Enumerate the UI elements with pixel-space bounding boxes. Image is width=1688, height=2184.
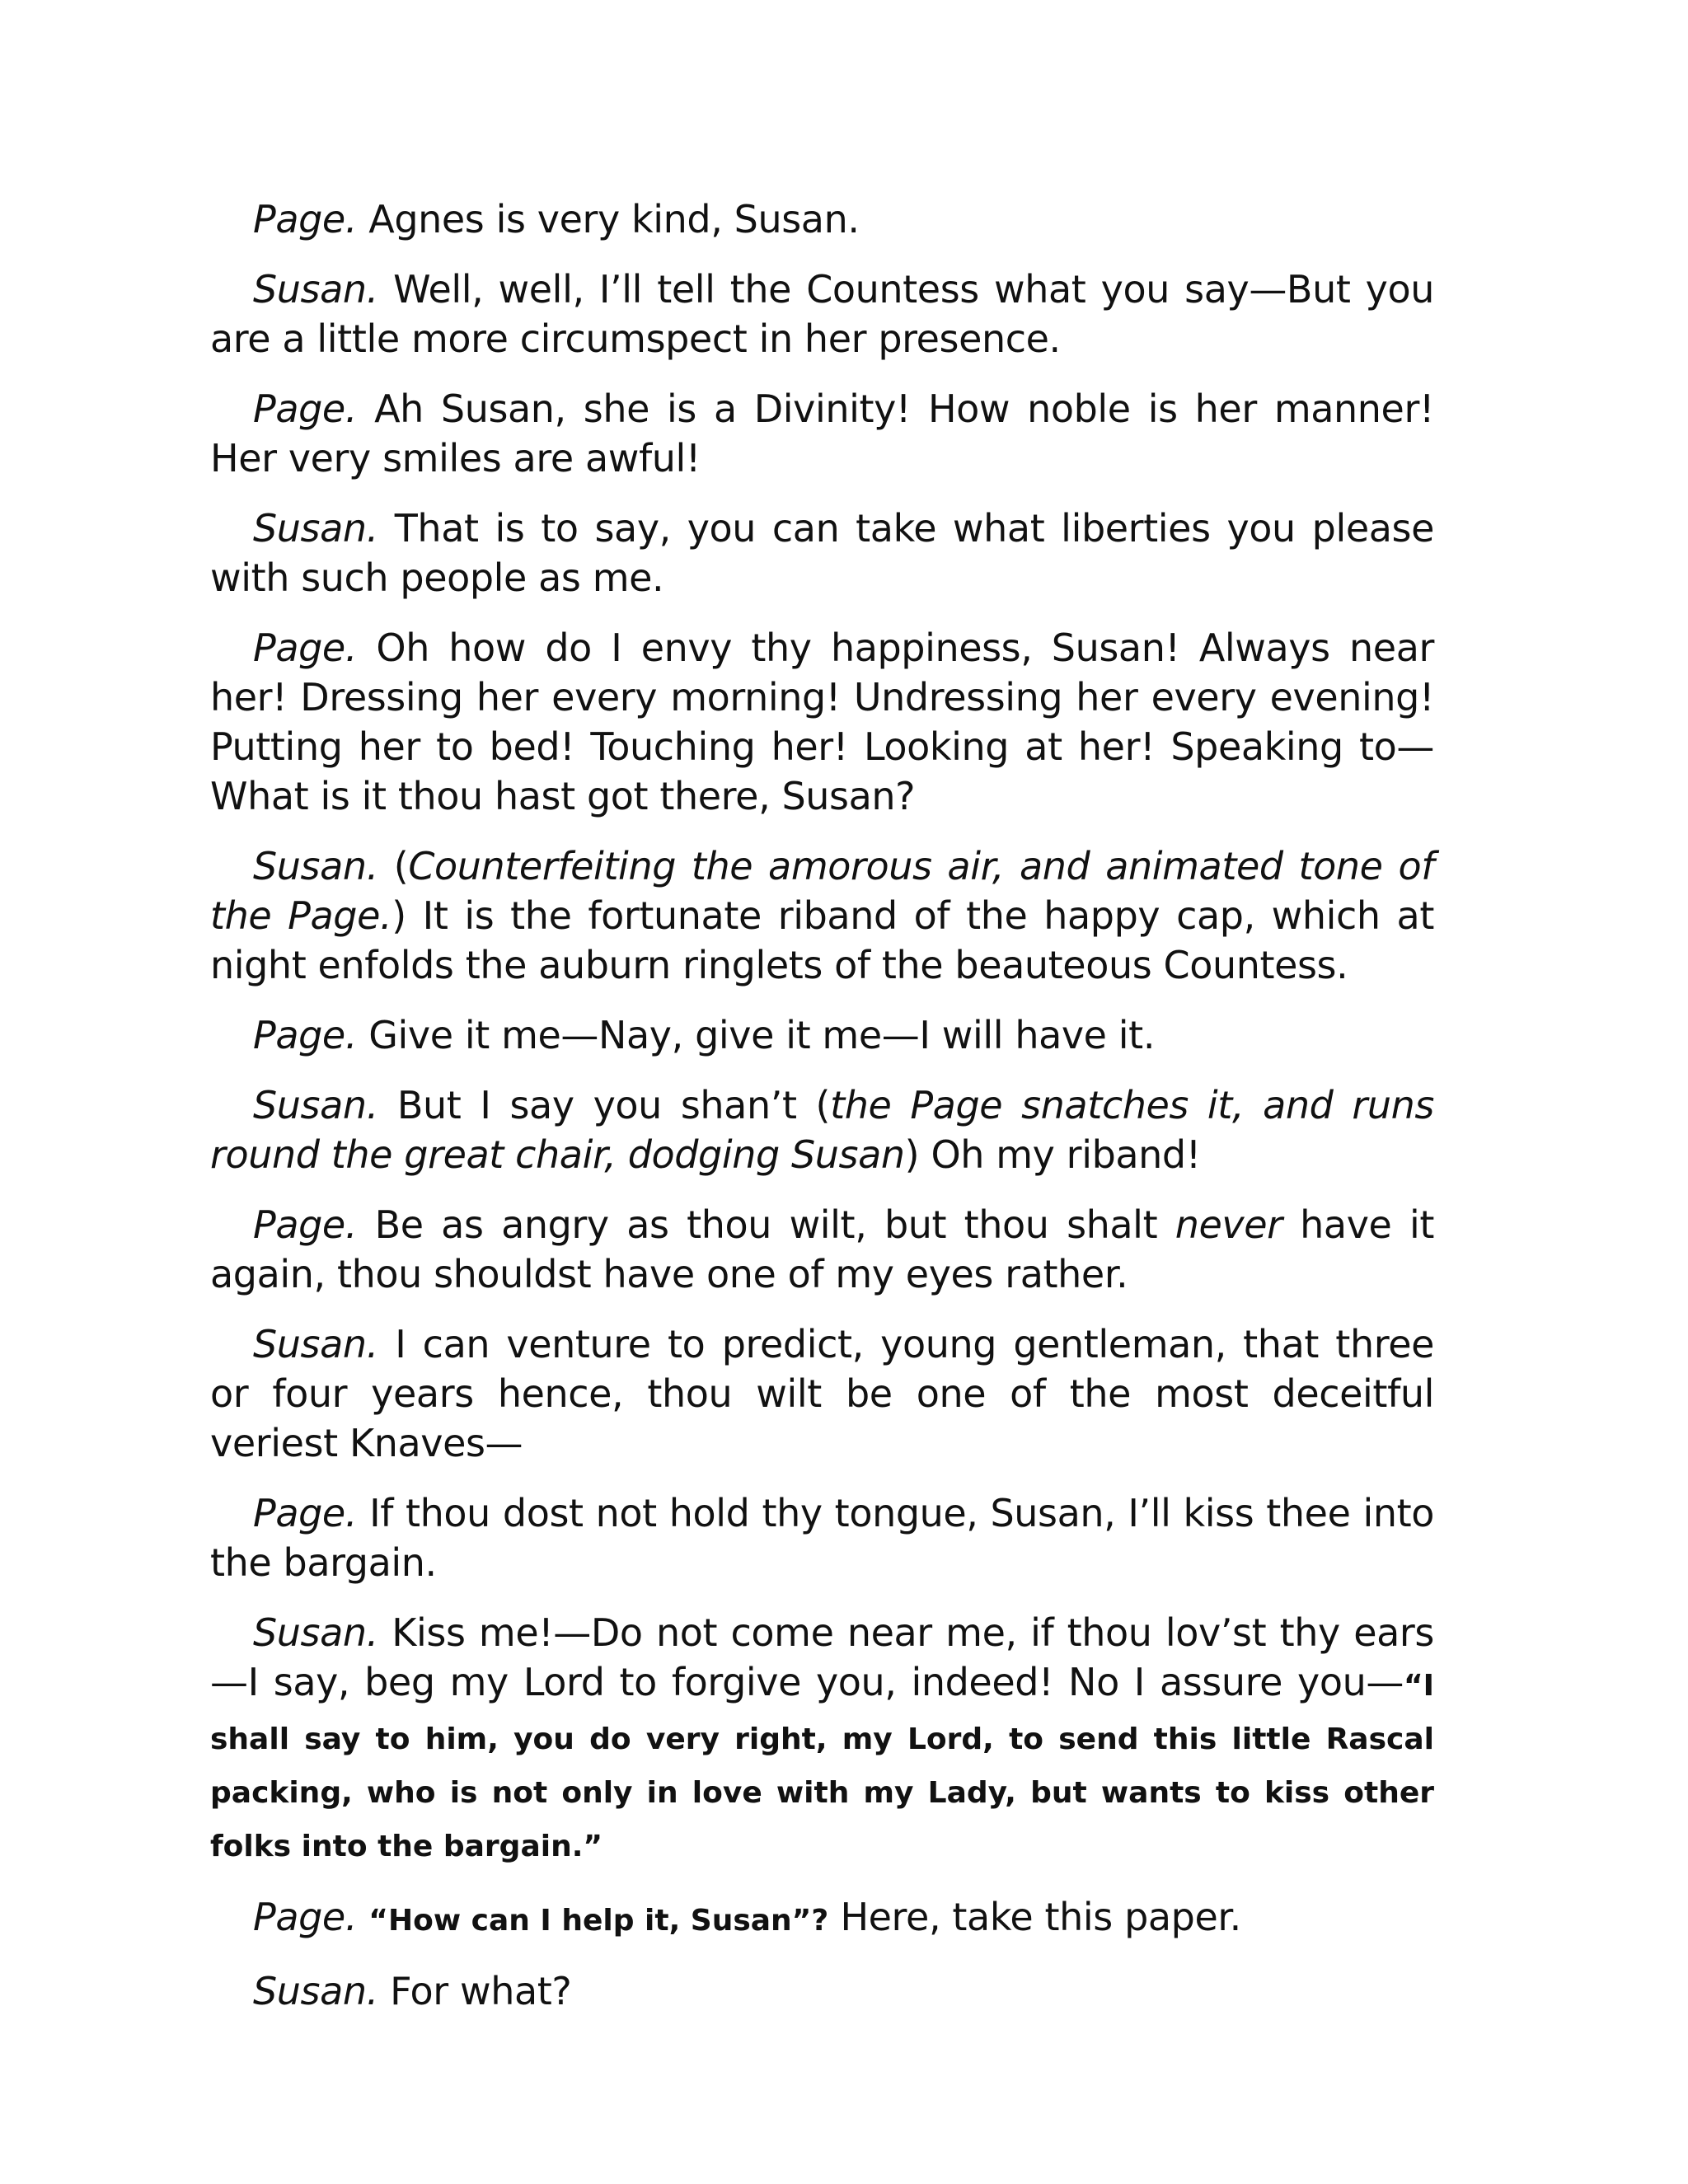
speaker-name: Page. bbox=[253, 387, 358, 431]
speaker-name: Susan. bbox=[253, 1969, 378, 2013]
dialogue-line bbox=[210, 504, 1434, 602]
line-text: ) Oh my riband! bbox=[904, 1132, 1201, 1177]
dialogue-line bbox=[210, 623, 1434, 821]
line-text: Agnes is very kind, Susan. bbox=[357, 197, 860, 241]
bold-quote: “How can I help it, Susan”? bbox=[368, 1904, 829, 1938]
dialogue-line bbox=[210, 1608, 1434, 1872]
speaker-name: Susan. bbox=[253, 1610, 378, 1655]
line-text-pre: But I say you shan’t ( bbox=[377, 1083, 831, 1127]
document-page bbox=[210, 194, 1434, 2016]
bold-quote: “I shall say to him, you do very right, my Lord, to send this little Rascal packing, who is not only in love with my Lady, but wants to kiss other folks into the bargain.” bbox=[210, 1669, 1434, 1863]
line-text: That is to say, you can take what liberties you please with such people as me. bbox=[210, 506, 1434, 600]
dialogue-line bbox=[210, 1080, 1434, 1179]
line-text: Well, well, I’ll tell the Countess what you say—But you are a little more circumspect in her presence. bbox=[210, 267, 1434, 361]
line-text-pre: ( bbox=[377, 844, 409, 888]
dialogue-line bbox=[210, 1966, 1434, 2016]
emphasis-word: never bbox=[1175, 1202, 1282, 1247]
line-text: If thou dost not hold thy tongue, Susan, I’ll kiss thee into the bargain. bbox=[210, 1491, 1434, 1585]
line-text: For what? bbox=[377, 1969, 572, 2013]
line-text: Give it me—Nay, give it me—I will have it. bbox=[357, 1013, 1156, 1057]
dialogue-line bbox=[210, 194, 1434, 244]
line-text: Here, take this paper. bbox=[828, 1895, 1241, 1939]
line-text-pre: Be as angry as thou wilt, but thou shalt bbox=[357, 1202, 1175, 1247]
speaker-name: Page. bbox=[253, 1013, 358, 1057]
speaker-name: Susan. bbox=[253, 506, 378, 551]
dialogue-line bbox=[210, 1010, 1434, 1060]
line-text: I can venture to predict, young gentleman, that three or four years hence, thou wilt be one of the most deceitful veriest Knaves— bbox=[210, 1322, 1434, 1465]
dialogue-line bbox=[210, 384, 1434, 483]
speaker-name: Page. bbox=[253, 626, 358, 670]
dialogue-line bbox=[210, 1892, 1434, 1946]
line-text-pre: Kiss me!—Do not come near me, if thou lov’st thy ears—I say, beg my Lord to forgive you, indeed! No I assure you— bbox=[210, 1610, 1434, 1704]
dialogue-line bbox=[210, 1488, 1434, 1587]
speaker-name: Page. bbox=[253, 197, 358, 241]
speaker-name: Page. bbox=[253, 1491, 358, 1535]
line-text: Ah Susan, she is a Divinity! How noble is her manner! Her very smiles are awful! bbox=[210, 387, 1434, 480]
dialogue-line bbox=[210, 265, 1434, 363]
speaker-name: Susan. bbox=[253, 1322, 378, 1366]
speaker-name: Page. bbox=[253, 1202, 358, 1247]
line-text: Oh how do I envy thy happiness, Susan! Always near her! Dressing her every morning! Undressing her every evening! Putting her to bed! Touching her! Looking at her! Speaking to—What is it thou hast got there, Susan? bbox=[210, 626, 1434, 818]
speaker-name: Susan. bbox=[253, 267, 378, 312]
speaker-name: Page. bbox=[253, 1895, 358, 1939]
line-text: ) It is the fortunate riband of the happy cap, which at night enfolds the auburn ringlets of the beauteous Countess. bbox=[210, 893, 1434, 987]
stage-direction: Counterfeiting the amorous air, and animated tone of the Page. bbox=[210, 844, 1434, 938]
speaker-name: Susan. bbox=[253, 844, 378, 888]
stage-direction: the Page snatches it, and runs round the great chair, dodging Susan bbox=[210, 1083, 1434, 1177]
dialogue-line bbox=[210, 841, 1434, 990]
dialogue-line bbox=[210, 1200, 1434, 1299]
dialogue-line bbox=[210, 1319, 1434, 1468]
line-text-pre bbox=[357, 1895, 368, 1939]
line-text: have it again, thou shouldst have one of my eyes rather. bbox=[210, 1202, 1434, 1296]
speaker-name: Susan. bbox=[253, 1083, 378, 1127]
